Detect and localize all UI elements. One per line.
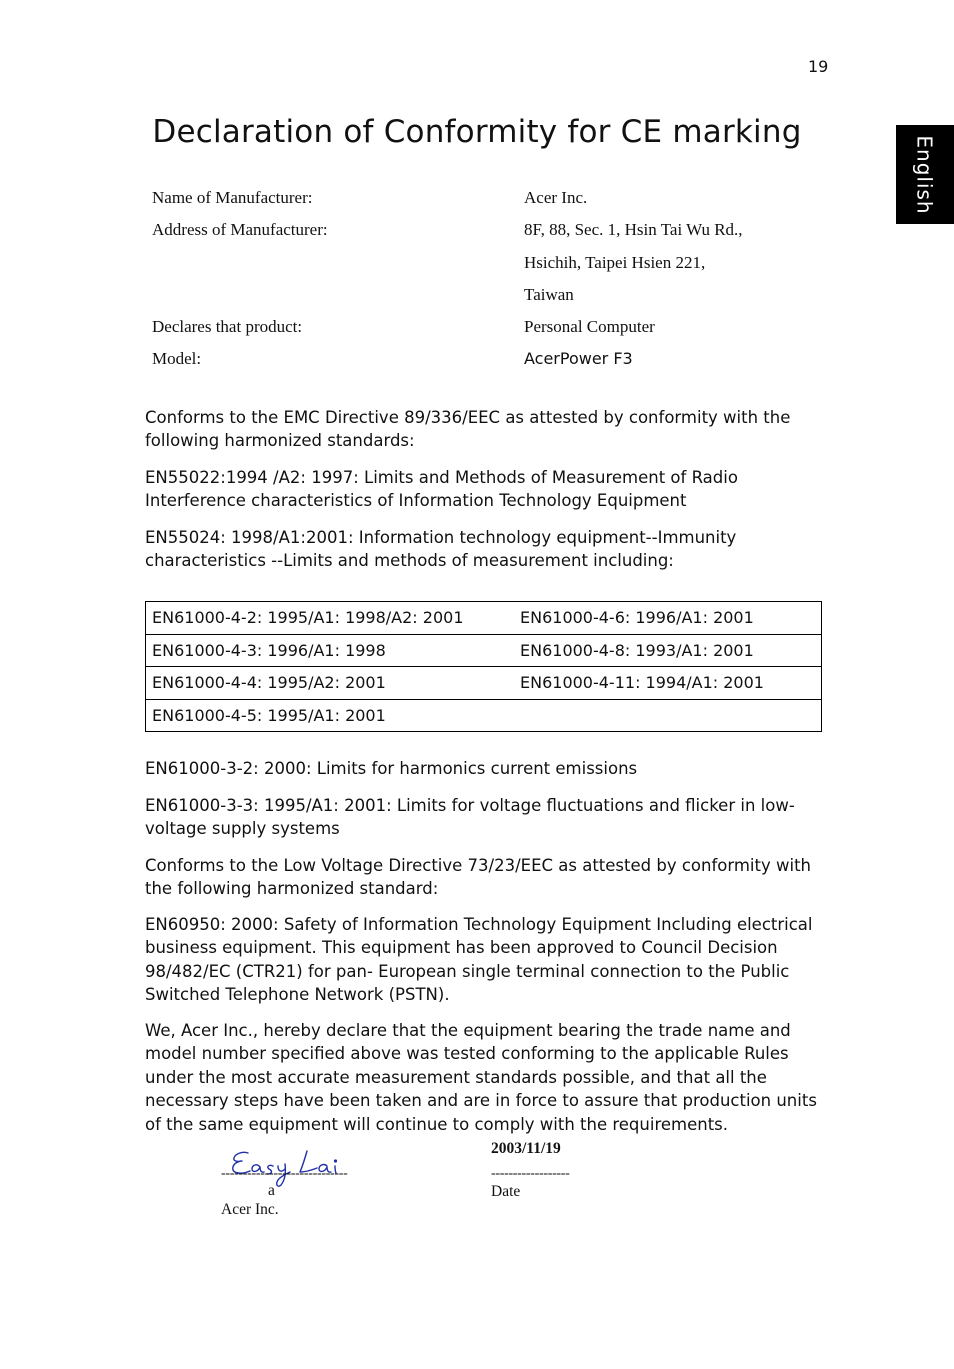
- en61000-3-2-paragraph: EN61000-3-2: 2000: Limits for harmonics current emissions: [145, 759, 638, 778]
- language-tab-label: English: [913, 134, 937, 215]
- info-value: Personal Computer: [524, 317, 655, 336]
- info-value: Taiwan: [524, 285, 574, 304]
- model-value: AcerPower F3: [524, 349, 633, 368]
- emc-directive-paragraph: Conforms to the EMC Directive 89/336/EEC as attested by conformity with the following harmonized standards:: [145, 408, 791, 451]
- signer-name: a: [268, 1182, 275, 1199]
- info-label: Declares that product:: [152, 317, 303, 336]
- info-value: Acer Inc.: [524, 188, 588, 207]
- en61000-3-3-paragraph: EN61000-3-3: 1995/A1: 2001: Limits for voltage fluctuations and flicker in low-voltage supply systems: [145, 796, 795, 839]
- table-cell: EN61000-4-2: 1995/A1: 1998/A2: 2001: [146, 602, 515, 635]
- table-row: [146, 602, 822, 635]
- signature-line: -----------------------------: [221, 1166, 348, 1181]
- info-label: Address of Manufacturer:: [152, 220, 328, 239]
- info-value: 8F, 88, Sec. 1, Hsin Tai Wu Rd.,: [524, 220, 743, 239]
- date-label: Date: [491, 1183, 521, 1200]
- table-cell: EN61000-4-8: 1993/A1: 2001: [514, 634, 822, 667]
- table-cell: EN61000-4-3: 1996/A1: 1998: [146, 634, 515, 667]
- info-value: Hsichih, Taipei Hsien 221,: [524, 253, 706, 272]
- info-label: Name of Manufacturer:: [152, 188, 313, 207]
- table-cell: EN61000-4-5: 1995/A1: 2001: [146, 699, 515, 732]
- en55022-paragraph: EN55022:1994 /A2: 1997: Limits and Methods of Measurement of Radio Interference characteristics of Information Technology Equipment: [145, 468, 738, 511]
- en55024-paragraph: EN55024: 1998/A1:2001: Information technology equipment--Immunity characteristics --Limits and methods of measurement including:: [145, 528, 737, 571]
- table-cell: EN61000-4-4: 1995/A2: 2001: [146, 667, 515, 700]
- signer-company: Acer Inc.: [221, 1201, 279, 1218]
- declaration-paragraph: We, Acer Inc., hereby declare that the equipment bearing the trade name and model number specified above was tested conforming to the applicable Rules under the most accurate measurement standards possible, and that all the necessary steps have been taken and are in force to assure that production units of the same equipment will continue to comply with the requirements.: [145, 1021, 817, 1134]
- signing-date: 2003/11/19: [491, 1140, 561, 1157]
- table-cell: [514, 699, 822, 732]
- lvd-paragraph: Conforms to the Low Voltage Directive 73/23/EEC as attested by conformity with the following harmonized standard:: [145, 856, 812, 899]
- page-title: Declaration of Conformity for CE marking: [152, 114, 802, 150]
- table-row: [146, 667, 822, 700]
- date-line: ------------------: [491, 1166, 570, 1181]
- info-label: Model:: [152, 349, 202, 368]
- en60950-paragraph: EN60950: 2000: Safety of Information Technology Equipment Including electrical business equipment. This equipment has been approved to Council Decision 98/482/EC (CTR21) for pan- European single terminal connection to the Public Switched Telephone Network (PSTN).: [145, 915, 813, 1005]
- table-cell: EN61000-4-11: 1994/A1: 2001: [514, 667, 822, 700]
- table-cell: EN61000-4-6: 1996/A1: 2001: [514, 602, 822, 635]
- table-row: [146, 699, 822, 732]
- standards-table: [145, 601, 822, 732]
- table-row: [146, 634, 822, 667]
- page-number: 19: [808, 57, 829, 76]
